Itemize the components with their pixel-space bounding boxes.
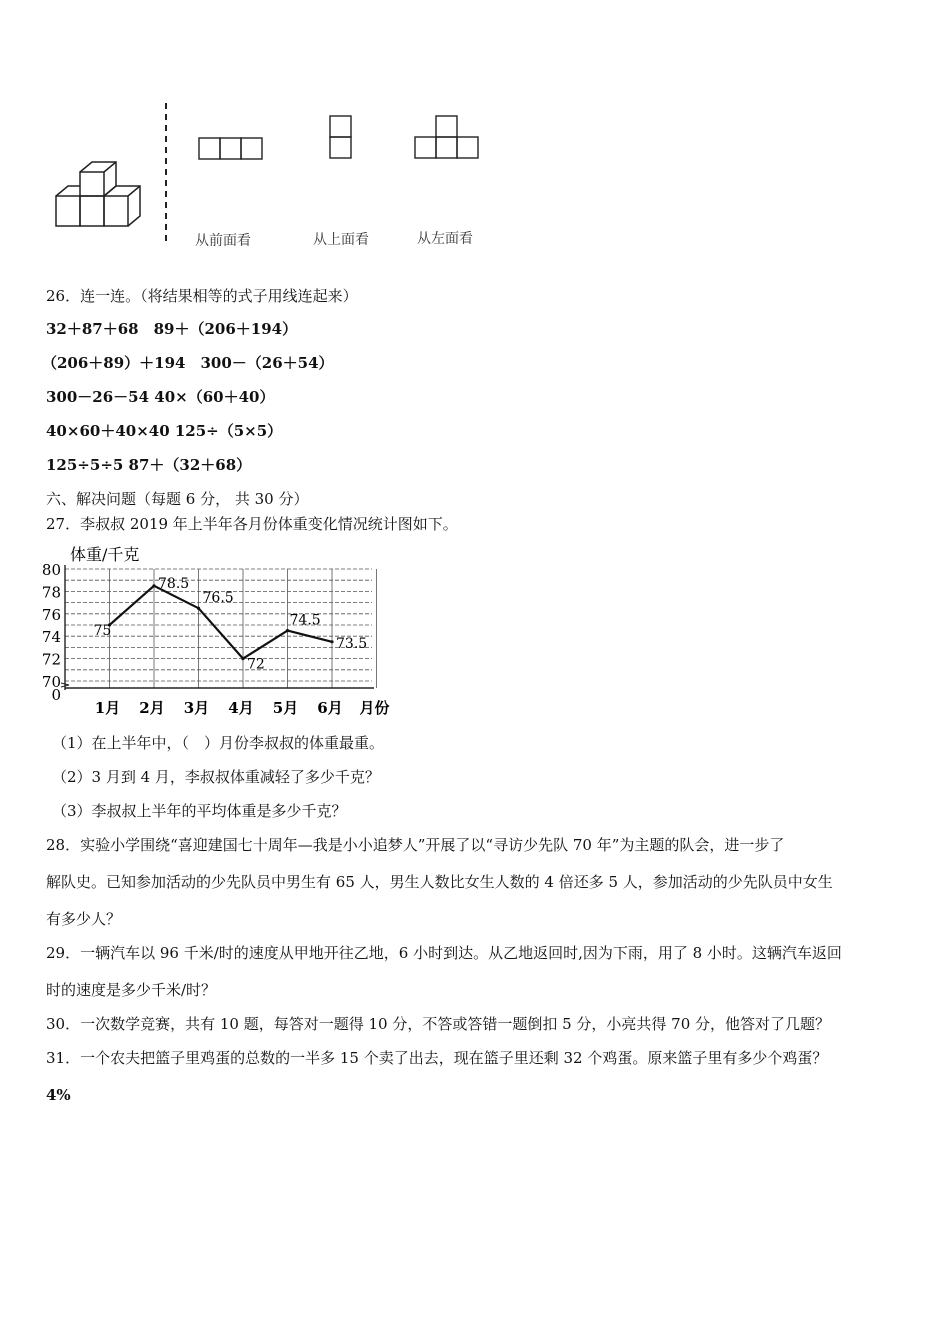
q26-row: 40×60＋40×40 125÷（5×5） — [46, 422, 283, 440]
x-tick-label: 5月 — [272, 699, 299, 717]
q30-text: 30．一次数学竞赛，共有 10 题，每答对一题得 10 分，不答或答错一题倒扣 5 分，小亮共得 70 分，他答对了几题？ — [46, 1015, 831, 1033]
data-label: 72 — [247, 656, 265, 673]
q28-line: 解队史。已知参加活动的少先队员中男生有 65 人，男生人数比女生人数的 4 倍还多 5 人，参加活动的少先队员中女生 — [46, 873, 833, 891]
y-tick-label: 76 — [41, 605, 61, 624]
front-view-shape — [198, 137, 266, 166]
y-tick-label: 80 — [41, 561, 61, 579]
q26-row: 32＋87＋68 89＋（206＋194） — [46, 320, 298, 338]
q29-line: 时的速度是多少千米/时？ — [46, 981, 217, 999]
footer-percent: 4% — [46, 1086, 71, 1104]
cube-solid-figure — [50, 150, 150, 235]
dashed-divider — [163, 103, 169, 249]
q27-title: 27．李叔叔 2019 年上半年各月份体重变化情况统计图如下。 — [46, 515, 458, 533]
top-view-caption: 从上面看 — [313, 232, 369, 248]
data-point — [197, 607, 200, 610]
data-label: 74.5 — [289, 612, 321, 629]
x-tick-label: 2月 — [139, 699, 165, 717]
data-label: 76.5 — [202, 590, 234, 607]
q26-row: 125÷5÷5 87＋（32＋68） — [46, 456, 252, 474]
data-point — [152, 584, 155, 587]
data-label: 78.5 — [158, 575, 190, 592]
x-axis-label: 月份 — [359, 699, 390, 717]
y-tick-label: 74 — [41, 628, 61, 647]
data-point — [330, 640, 333, 643]
q29-line: 29．一辆汽车以 96 千米/时的速度从甲地开往乙地，6 小时到达。从乙地返回时,因为下雨，用了 8 小时。这辆汽车返回 — [46, 944, 842, 962]
data-label: 73.5 — [336, 635, 368, 652]
q28-line: 28．实验小学围绕“喜迎建国七十周年—我是小小追梦人”开展了以“寻访少先队 70 年”为主题的队会，进一步了 — [46, 836, 785, 854]
x-tick-label: 1月 — [94, 699, 121, 717]
y-tick-label: 0 — [51, 686, 61, 704]
weight-line-chart — [40, 540, 410, 720]
y-axis-label: 体重/千克 — [70, 545, 140, 564]
data-label: 75 — [93, 623, 112, 639]
front-view-caption: 从前面看 — [195, 233, 251, 249]
x-tick-label: 4月 — [228, 699, 254, 717]
x-tick-label: 3月 — [183, 699, 210, 717]
y-tick-label: 70 — [41, 673, 61, 691]
q26-row: （206＋89）＋194 300－（26＋54） — [42, 354, 334, 372]
y-tick-label: 78 — [41, 583, 61, 602]
x-tick-label: 6月 — [317, 699, 343, 717]
top-view-shape — [329, 115, 354, 165]
q27-sub-2: （2）3 月到 4 月，李叔叔体重减轻了多少千克？ — [52, 768, 380, 786]
data-point — [241, 657, 244, 660]
q26-row: 300－26－54 40×（60＋40） — [46, 388, 275, 406]
y-tick-label: 72 — [41, 650, 61, 669]
data-point — [286, 629, 289, 632]
left-view-caption: 从左面看 — [417, 231, 473, 247]
q27-sub-3: （3）李叔叔上半年的平均体重是多少千克？ — [52, 802, 347, 820]
left-view-shape — [414, 115, 482, 165]
section-title: 六、解决问题（每题 6 分， 共 30 分） — [46, 490, 309, 508]
q26-title: 26．连一连。（将结果相等的式子用线连起来） — [46, 287, 358, 305]
q31-text: 31．一个农夫把篮子里鸡蛋的总数的一半多 15 个卖了出去，现在篮子里还剩 32 个鸡蛋。原来篮子里有多少个鸡蛋？ — [46, 1049, 828, 1067]
q28-line: 有多少人？ — [46, 910, 122, 928]
q27-sub-1: （1）在上半年中，（ ）月份李叔叔的体重最重。 — [52, 734, 385, 752]
